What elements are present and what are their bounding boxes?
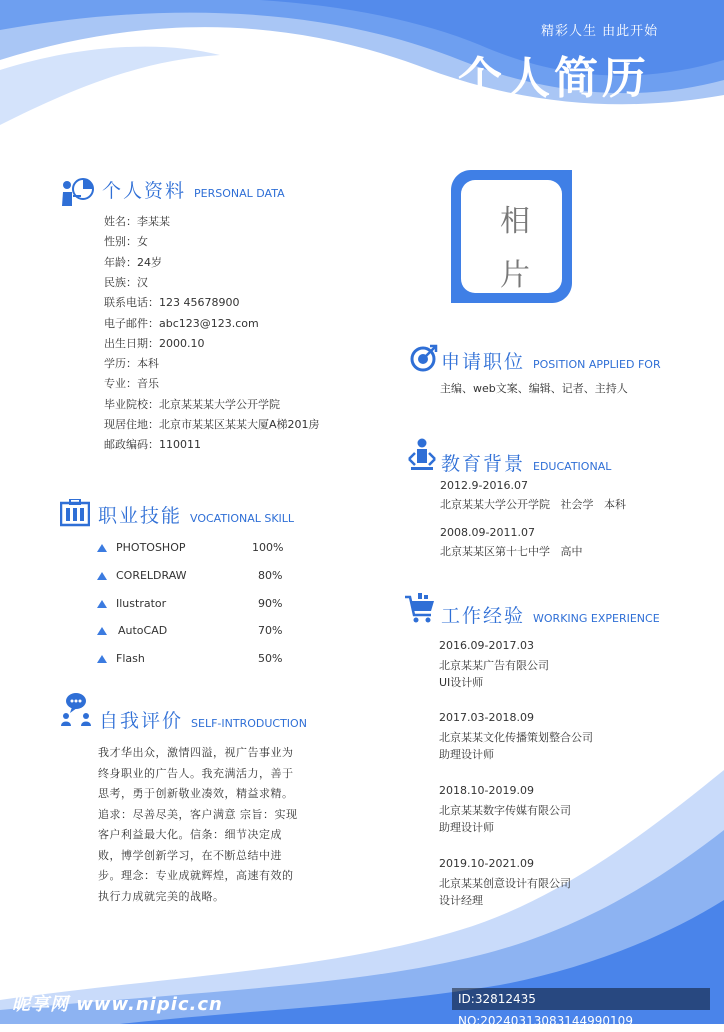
personal-field-value: 123 45678900 bbox=[159, 296, 240, 310]
personal-field-label: 性别： bbox=[104, 235, 137, 249]
work-period: 2016.09-2017.03 bbox=[439, 639, 534, 652]
skill-level: 70% bbox=[258, 624, 283, 638]
personal-data-row bbox=[104, 294, 239, 310]
self-introduction-text: 我才华出众，激情四溢，视广告事业为终身职业的广告人。我充满活力，善于思考，勇于创新敬业凑效，精益求精。追求：尽善尽美，客户满意 宗旨：实现客户利益最大化。信条：细节决定成败，博学创新学习，在不断总结中进步。理念：专业成就辉煌，高速有效的执行力成就完美的战略。 bbox=[98, 746, 298, 903]
education-period: 2008.09-2011.07 bbox=[440, 526, 535, 539]
target-icon bbox=[410, 344, 438, 372]
personal-field-value: 李某某 bbox=[137, 215, 170, 228]
personal-data-row bbox=[104, 335, 205, 351]
personal-field-value: 110011 bbox=[159, 438, 201, 452]
watermark-logo: 昵享网 www.nipic.cn bbox=[12, 994, 223, 1015]
personal-field-value: 24岁 bbox=[137, 255, 162, 269]
work-period: 2019.10-2021.09 bbox=[439, 857, 534, 870]
intro-title-cn: 自我评价 bbox=[99, 710, 184, 732]
personal-field-label: 出生日期： bbox=[104, 336, 159, 350]
personal-field-value: 北京某某某大学公开学院 bbox=[159, 397, 280, 411]
work-company: 北京某某创意设计有限公司 bbox=[439, 876, 571, 890]
work-period: 2018.10-2019.09 bbox=[439, 784, 534, 797]
work-title-cn: 工作经验 bbox=[441, 605, 526, 627]
skills-title-en: VOCATIONAL SKILL bbox=[190, 512, 295, 525]
skill-name: AutoCAD bbox=[118, 624, 168, 638]
personal-data-row bbox=[104, 274, 148, 290]
personal-field-value: abc123@123.com bbox=[159, 316, 259, 330]
personal-data-row bbox=[104, 436, 201, 452]
education-period: 2012.9-2016.07 bbox=[440, 479, 528, 492]
personal-data-row bbox=[104, 315, 259, 331]
personal-data-row bbox=[104, 213, 170, 229]
chat-people-icon bbox=[60, 692, 92, 726]
work-company: 北京某某文化传播策划整合公司 bbox=[439, 730, 593, 744]
personal-field-label: 学历： bbox=[104, 357, 137, 371]
personal-data-row bbox=[104, 355, 159, 371]
personal-data-row bbox=[104, 396, 280, 412]
personal-data-row bbox=[104, 416, 320, 432]
position-title-cn: 申请职位 bbox=[441, 351, 526, 373]
intro-heading bbox=[99, 706, 307, 733]
position-list: 主编、web文案、编辑、记者、主持人 bbox=[440, 382, 628, 395]
personal-field-label: 邮政编码： bbox=[104, 438, 159, 452]
personal-field-value: 北京市某某区某某大厦A梯201房 bbox=[159, 418, 320, 431]
skill-name: Flash bbox=[116, 652, 145, 666]
personal-field-value: 汉 bbox=[137, 275, 148, 289]
skills-title-cn: 职业技能 bbox=[98, 505, 183, 527]
page-title: 个人简历 bbox=[458, 53, 650, 104]
education-title-cn: 教育背景 bbox=[441, 453, 526, 475]
skill-name: PHOTOSHOP bbox=[116, 541, 186, 554]
cart-icon bbox=[404, 593, 436, 625]
skill-level: 90% bbox=[258, 596, 283, 610]
personal-field-label: 姓名： bbox=[104, 215, 137, 228]
skill-name: CORELDRAW bbox=[116, 568, 187, 582]
education-title-en: EDUCATIONAL bbox=[533, 460, 612, 473]
skill-name: Ilustrator bbox=[116, 596, 167, 610]
work-company: 北京某某广告有限公司 bbox=[439, 658, 549, 672]
triangle-bullet-icon bbox=[97, 572, 107, 580]
personal-field-label: 现居住地： bbox=[104, 418, 159, 431]
skill-level: 50% bbox=[258, 652, 283, 666]
personal-data-icon bbox=[60, 176, 94, 210]
personal-data-row bbox=[104, 233, 148, 249]
personal-field-label: 联系电话： bbox=[104, 296, 159, 310]
personal-data-heading bbox=[102, 176, 285, 203]
watermark-id: ID:32812435 NO:20240313083144990109 bbox=[452, 988, 710, 1010]
work-period: 2017.03-2018.09 bbox=[439, 711, 534, 724]
education-detail: 北京某某大学公开学院 社会学 本科 bbox=[440, 498, 626, 511]
position-heading bbox=[441, 347, 661, 374]
work-title-en: WORKING EXPERIENCE bbox=[533, 612, 660, 625]
header-slogan: 精彩人生 由此开始 bbox=[541, 24, 659, 39]
education-person-icon bbox=[407, 437, 437, 471]
education-detail: 北京某某区第十七中学 高中 bbox=[440, 545, 583, 558]
briefcase-icon bbox=[60, 499, 90, 527]
work-role: 助理设计师 bbox=[439, 748, 494, 761]
photo-placeholder-char-1: 相 bbox=[500, 204, 530, 239]
personal-field-label: 年龄： bbox=[104, 255, 137, 269]
personal-field-label: 毕业院校： bbox=[104, 397, 159, 411]
position-title-en: POSITION APPLIED FOR bbox=[533, 358, 661, 371]
personal-data-row bbox=[104, 254, 162, 270]
personal-field-value: 2000.10 bbox=[159, 336, 205, 350]
triangle-bullet-icon bbox=[97, 627, 107, 635]
triangle-bullet-icon bbox=[97, 655, 107, 663]
triangle-bullet-icon bbox=[97, 544, 107, 552]
work-role: UI设计师 bbox=[439, 676, 484, 689]
work-company: 北京某某数字传媒有限公司 bbox=[439, 803, 571, 817]
intro-title-en: SELF-INTRODUCTION bbox=[191, 717, 307, 730]
work-role: 助理设计师 bbox=[439, 821, 494, 834]
personal-data-row bbox=[104, 375, 159, 391]
personal-field-label: 民族： bbox=[104, 275, 137, 289]
work-heading bbox=[441, 601, 660, 628]
skills-heading bbox=[98, 501, 294, 528]
personal-field-label: 电子邮件： bbox=[104, 316, 159, 330]
skill-level: 100% bbox=[252, 541, 284, 554]
personal-field-value: 音乐 bbox=[137, 377, 159, 391]
skill-level: 80% bbox=[258, 568, 283, 582]
personal-field-label: 专业： bbox=[104, 377, 137, 391]
personal-field-value: 女 bbox=[137, 235, 148, 249]
personal-field-value: 本科 bbox=[137, 357, 159, 371]
personal-title-cn: 个人资料 bbox=[102, 180, 187, 202]
personal-title-en: PERSONAL DATA bbox=[194, 187, 285, 200]
education-heading bbox=[441, 449, 611, 476]
triangle-bullet-icon bbox=[97, 600, 107, 608]
photo-placeholder-char-2: 片 bbox=[500, 258, 530, 293]
work-role: 设计经理 bbox=[439, 894, 483, 907]
